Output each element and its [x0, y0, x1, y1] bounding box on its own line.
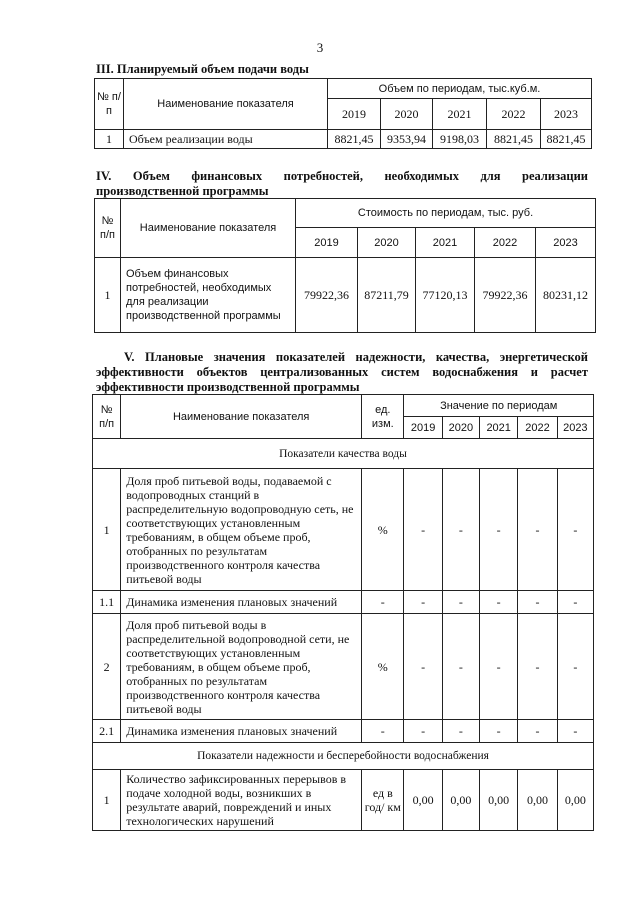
row-num: 2 — [93, 614, 121, 720]
row-value: - — [404, 720, 442, 743]
year-header: 2020 — [358, 228, 416, 258]
table-row — [95, 258, 596, 333]
row-unit: ед в год/ км — [362, 770, 404, 831]
col-header-name: Наименование показателя — [121, 395, 362, 439]
row-value: 0,00 — [480, 770, 518, 831]
table-financial-needs — [94, 198, 596, 333]
row-value: - — [404, 614, 442, 720]
row-value: - — [518, 469, 557, 591]
row-value: 79922,36 — [475, 258, 536, 333]
year-header: 2021 — [480, 417, 518, 439]
col-header-unit: ед. изм. — [362, 395, 404, 439]
year-header: 2022 — [518, 417, 557, 439]
row-value: - — [442, 614, 479, 720]
section-4-title-line2: производственной программы — [96, 184, 269, 198]
col-header-group: Объем по периодам, тыс.куб.м. — [328, 79, 592, 99]
section-4-title-line1: IV. Объем финансовых потребностей, необходимых для реализации — [96, 169, 588, 183]
row-name: Динамика изменения плановых значений — [121, 720, 362, 743]
row-value: - — [480, 720, 518, 743]
row-value: - — [557, 591, 593, 614]
year-header: 2019 — [328, 99, 381, 130]
row-value: 0,00 — [518, 770, 557, 831]
row-name: Доля проб питьевой воды, подаваемой с водопроводных станций в распределительную водопроводную сеть, не соответствующих установленным требованиям, в общем объеме проб, отобранных по результатам производственного контроля качества питьевой воды — [121, 469, 362, 591]
row-value: - — [518, 720, 557, 743]
row-value: 8821,45 — [328, 130, 381, 149]
table-row — [93, 720, 594, 743]
section-3-title: III. Планируемый объем подачи воды — [96, 62, 309, 76]
row-name: Объем финансовых потребностей, необходимых для реализации производственной программы — [121, 258, 296, 333]
year-header: 2020 — [442, 417, 479, 439]
row-num: 1 — [93, 469, 121, 591]
row-num: 1 — [93, 770, 121, 831]
row-value: 9353,94 — [381, 130, 433, 149]
row-value: 79922,36 — [296, 258, 358, 333]
table-reliability-indicators — [92, 394, 594, 831]
row-unit: - — [362, 591, 404, 614]
row-value: 0,00 — [442, 770, 479, 831]
row-value: - — [480, 614, 518, 720]
table-row — [93, 770, 594, 831]
row-value: - — [557, 469, 593, 591]
section-5-title-line3: эффективности производственной программы — [96, 380, 360, 394]
row-name: Количество зафиксированных перерывов в подаче холодной воды, возникших в результате аварий, повреждений и иных технологических нарушений — [121, 770, 362, 831]
row-value: 8821,45 — [487, 130, 541, 149]
year-header: 2023 — [557, 417, 593, 439]
section-5-title-line1: V. Плановые значения показателей надежности, качества, энергетической — [124, 350, 588, 364]
col-header-name: Наименование показателя — [121, 199, 296, 258]
col-header-name: Наименование показателя — [124, 79, 328, 130]
year-header: 2022 — [475, 228, 536, 258]
group-header-quality: Показатели качества воды — [93, 439, 594, 469]
col-header-group: Значение по периодам — [404, 395, 594, 417]
row-unit: % — [362, 469, 404, 591]
row-value: - — [557, 614, 593, 720]
year-header: 2021 — [433, 99, 487, 130]
year-header: 2023 — [536, 228, 596, 258]
row-value: - — [442, 591, 479, 614]
row-num: 1 — [95, 130, 124, 149]
row-num: 1 — [95, 258, 121, 333]
row-value: - — [480, 591, 518, 614]
row-name: Объем реализации воды — [124, 130, 328, 149]
page-number: 3 — [316, 40, 324, 55]
row-value: 9198,03 — [433, 130, 487, 149]
col-header-num: № п/п — [93, 395, 121, 439]
row-value: 77120,13 — [416, 258, 475, 333]
row-value: - — [442, 469, 479, 591]
col-header-num: № п/п — [95, 79, 124, 130]
row-value: - — [557, 720, 593, 743]
row-name: Динамика изменения плановых значений — [121, 591, 362, 614]
year-header: 2021 — [416, 228, 475, 258]
row-value: 87211,79 — [358, 258, 416, 333]
col-header-group: Стоимость по периодам, тыс. руб. — [296, 199, 596, 228]
row-value: 80231,12 — [536, 258, 596, 333]
year-header: 2023 — [541, 99, 592, 130]
year-header: 2019 — [296, 228, 358, 258]
row-value: - — [442, 720, 479, 743]
row-value: 0,00 — [404, 770, 442, 831]
year-header: 2019 — [404, 417, 442, 439]
col-header-num: № п/п — [95, 199, 121, 258]
row-unit: % — [362, 614, 404, 720]
row-name: Доля проб питьевой воды в распределительной водопроводной сети, не соответствующих установленным требованиям, в общем объеме проб, отобранных по результатам производственного контроля качества питьевой воды — [121, 614, 362, 720]
table-row — [93, 469, 594, 591]
year-header: 2022 — [487, 99, 541, 130]
row-value: - — [404, 591, 442, 614]
table-row — [93, 614, 594, 720]
year-header: 2020 — [381, 99, 433, 130]
row-value: - — [480, 469, 518, 591]
section-5-title-line2: эффективности объектов централизованных систем водоснабжения и расчет — [96, 365, 588, 379]
row-value: 8821,45 — [541, 130, 592, 149]
table-water-supply-volume — [94, 78, 592, 149]
row-num: 2.1 — [93, 720, 121, 743]
row-value: 0,00 — [557, 770, 593, 831]
table-row — [93, 591, 594, 614]
row-unit: - — [362, 720, 404, 743]
row-num: 1.1 — [93, 591, 121, 614]
group-header-reliability: Показатели надежности и бесперебойности водоснабжения — [93, 743, 594, 770]
table-row — [95, 130, 592, 149]
row-value: - — [518, 591, 557, 614]
row-value: - — [518, 614, 557, 720]
row-value: - — [404, 469, 442, 591]
